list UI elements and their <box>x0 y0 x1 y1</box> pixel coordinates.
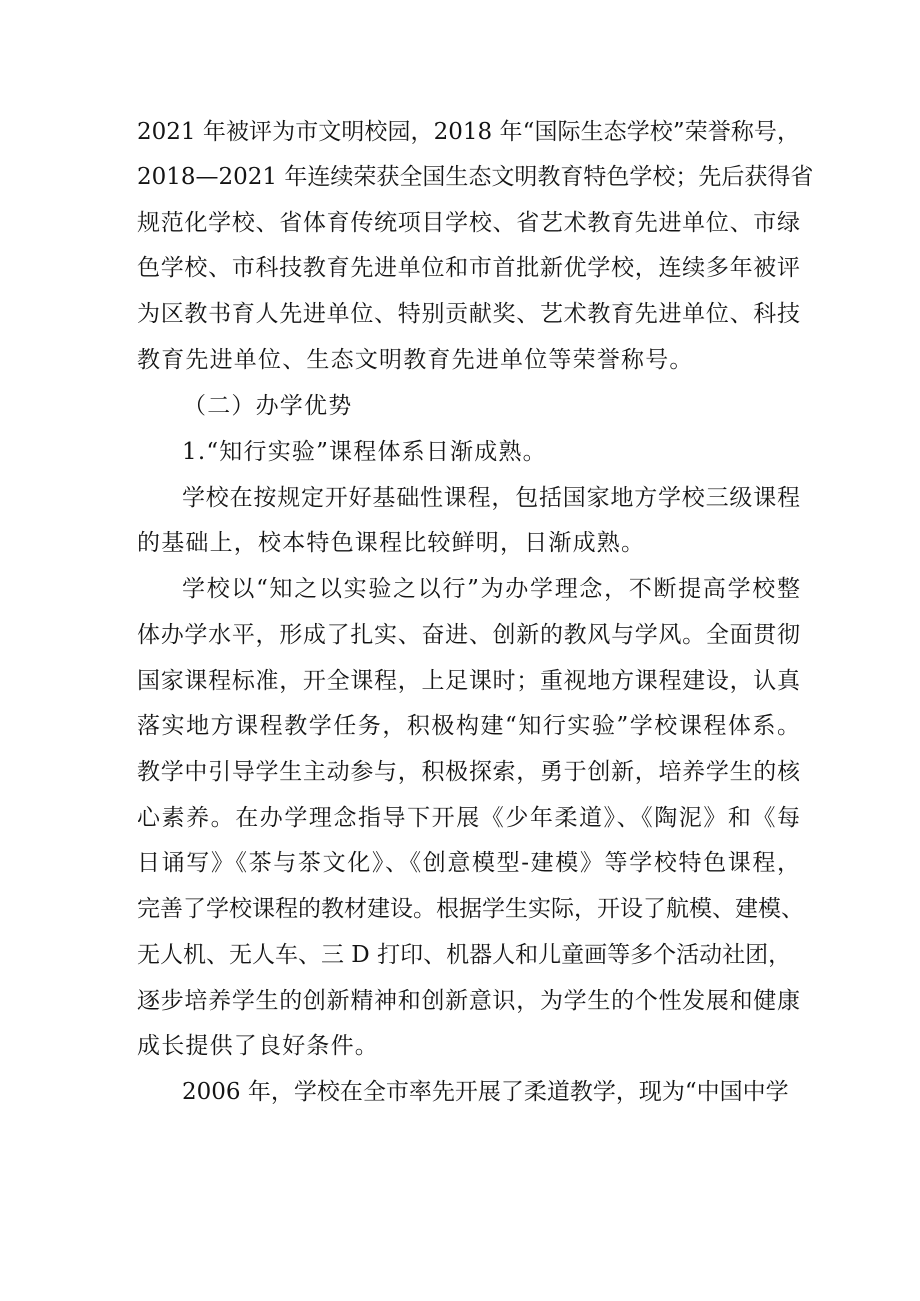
paragraph-line: 2021 年被评为市文明校园，2018 年“国际生态学校”荣誉称号， <box>137 119 800 145</box>
paragraph-line: 成长提供了良好条件。 <box>137 1033 379 1059</box>
paragraph-line: 2006 年，学校在全市率先开展了柔道教学，现为“中国中学 <box>182 1079 789 1105</box>
paragraph-line: 国家课程标准，开全课程，上足课时；重视地方课程建设，认真 <box>137 668 800 694</box>
paragraph-line: 体办学水平，形成了扎实、奋进、创新的教风与学风。全面贯彻 <box>137 622 800 648</box>
paragraph-line: 色学校、市科技教育先进单位和市首批新优学校，连续多年被评 <box>137 255 800 281</box>
paragraph-line: 2018—2021 年连续荣获全国生态文明教育特色学校；先后获得省 <box>137 164 814 190</box>
paragraph-line: 无人机、无人车、三 D 打印、机器人和儿童画等多个活动社团， <box>137 942 792 968</box>
paragraph-line: 落实地方课程教学任务，积极构建“知行实验”学校课程体系。 <box>137 713 800 739</box>
subsection-heading: 1.“知行实验”课程体系日渐成熟。 <box>182 439 547 465</box>
paragraph-line: 为区教书育人先进单位、特别贡献奖、艺术教育先进单位、科技 <box>137 301 800 327</box>
paragraph-line: 学校以“知之以实验之以行”为办学理念，不断提高学校整 <box>182 576 800 602</box>
paragraph-line: 完善了学校课程的教材建设。根据学生实际，开设了航模、建模、 <box>137 896 804 922</box>
section-heading: （二）办学优势 <box>183 393 353 419</box>
paragraph-line: 教学中引导学生主动参与，积极探索，勇于创新，培养学生的核 <box>137 759 800 785</box>
paragraph-line: 学校在按规定开好基础性课程，包括国家地方学校三级课程 <box>182 485 800 511</box>
paragraph-line: 规范化学校、省体育传统项目学校、省艺术教育先进单位、市绿 <box>137 210 800 236</box>
paragraph-line: 逐步培养学生的创新精神和创新意识，为学生的个性发展和健康 <box>137 988 800 1014</box>
paragraph-line: 教育先进单位、生态文明教育先进单位等荣誉称号。 <box>137 347 694 373</box>
paragraph-line: 心素养。在办学理念指导下开展《少年柔道》、《陶泥》和《每 <box>137 805 800 831</box>
paragraph-line: 的基础上，校本特色课程比较鲜明，日渐成熟。 <box>137 530 646 556</box>
paragraph-line: 日诵写》《茶与茶文化》、《创意模型-建模》等学校特色课程， <box>137 850 800 876</box>
